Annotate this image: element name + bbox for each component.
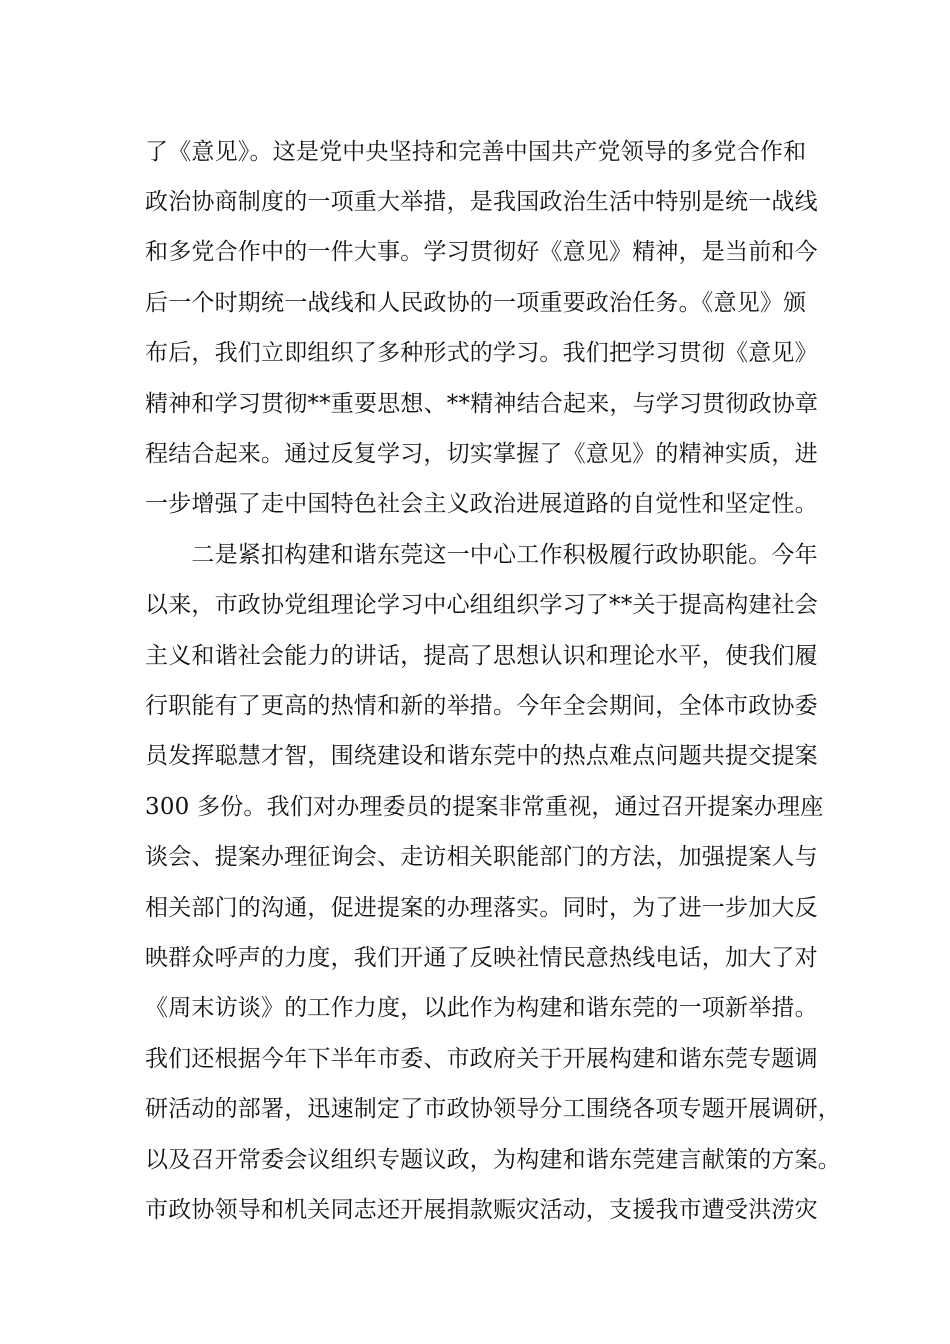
text-line: 300 多份。我们对办理委员的提案非常重视，通过召开提案办理座 xyxy=(145,794,824,820)
text-line: 我们还根据今年下半年市委、市政府关于开展构建和谐东莞专题调 xyxy=(145,1046,818,1072)
text-line: 谈会、提案办理征询会、走访相关职能部门的方法，加强提案人与 xyxy=(145,844,818,870)
text-line: 后一个时期统一战线和人民政协的一项重要政治任务。《意见》颁 xyxy=(145,290,807,316)
text-line: 精神和学习贯彻**重要思想、**精神结合起来，与学习贯彻政协章 xyxy=(145,391,819,417)
text-line: 《周末访谈》的工作力度，以此作为构建和谐东莞的一项新举措。 xyxy=(145,995,818,1021)
text-line: 和多党合作中的一件大事。学习贯彻好《意见》精神，是当前和今 xyxy=(145,239,818,265)
text-line: 以及召开常委会议组织专题议政，为构建和谐东莞建言献策的方案。 xyxy=(145,1147,841,1173)
text-line: 主义和谐社会能力的讲话，提高了思想认识和理论水平，使我们履 xyxy=(145,643,818,669)
text-line: 二是紧扣构建和谐东莞这一中心工作积极履行政协职能。今年 xyxy=(145,542,818,568)
text-line: 行职能有了更高的热情和新的举措。今年全会期间，全体市政协委 xyxy=(145,693,818,719)
text-line: 布后，我们立即组织了多种形式的学习。我们把学习贯彻《意见》 xyxy=(145,340,818,366)
text-line: 了《意见》。这是党中央坚持和完善中国共产党领导的多党合作和 xyxy=(145,139,807,165)
text-line: 一步增强了走中国特色社会主义政治进展道路的自觉性和坚定性。 xyxy=(145,491,818,517)
text-line: 市政协领导和机关同志还开展捐款赈灾活动，支援我市遭受洪涝灾 xyxy=(145,1197,818,1223)
text-line: 以来，市政协党组理论学习中心组组织学习了**关于提高构建社会 xyxy=(145,592,818,618)
text-line: 程结合起来。通过反复学习，切实掌握了《意见》的精神实质，进 xyxy=(145,441,818,467)
text-line: 映群众呼声的力度，我们开通了反映社情民意热线电话，加大了对 xyxy=(145,945,818,971)
text-line: 员发挥聪慧才智，围绕建设和谐东莞中的热点难点问题共提交提案 xyxy=(145,743,818,769)
text-line: 相关部门的沟通，促进提案的办理落实。同时，为了进一步加大反 xyxy=(145,895,818,921)
text-line: 研活动的部署，迅速制定了市政协领导分工围绕各项专题开展调研， xyxy=(145,1096,841,1122)
text-line: 政治协商制度的一项重大举措，是我国政治生活中特别是统一战线 xyxy=(145,189,818,215)
